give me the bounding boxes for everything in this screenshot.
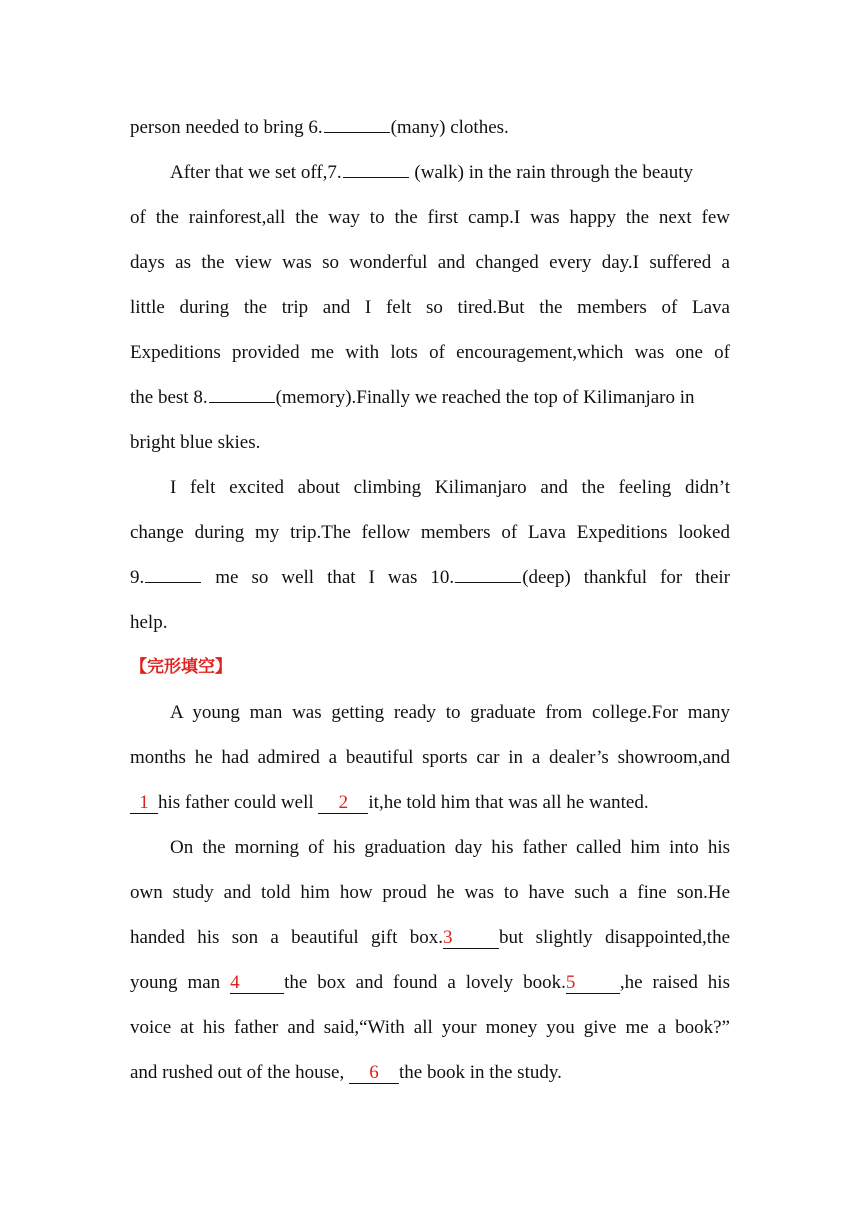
text-line: change during my trip.The fellow members of Lava Expeditions looked	[130, 522, 730, 543]
text: me so well that I was 10.	[202, 567, 455, 588]
text: the book in the study.	[398, 1062, 562, 1083]
blank-number-2: 2	[318, 793, 368, 814]
blank-number-5: 5	[566, 973, 620, 994]
text: (many) clothes.	[390, 117, 509, 138]
blank-number-3: 3	[443, 928, 499, 949]
text: (walk) in the rain through the beauty	[409, 162, 693, 183]
answer-blank-6	[324, 113, 390, 133]
answer-blank-8	[209, 383, 275, 403]
document-page	[130, 105, 730, 1095]
text-line	[130, 555, 730, 600]
text-line: own study and told him how proud he was to have such a fine son.He	[130, 882, 730, 903]
blank-number-4: 4	[230, 973, 284, 994]
text-line	[130, 1050, 730, 1095]
text: but slightly disappointed,the	[499, 927, 730, 948]
text: and rushed out of the house,	[130, 1062, 349, 1083]
text-line	[130, 375, 730, 420]
text: the best 8.	[130, 387, 208, 408]
text: (deep) thankful for their	[522, 567, 730, 588]
answer-blank-7	[343, 158, 409, 178]
text-line: help.	[130, 612, 168, 633]
text-line: On the morning of his graduation day his father called him into his	[170, 837, 730, 858]
text-line: little during the trip and I felt so tired.But the members of Lava	[130, 297, 730, 318]
text-line: voice at his father and said,“With all your money you give me a book?”	[130, 1017, 730, 1038]
text-line: months he had admired a beautiful sports car in a dealer’s showroom,and	[130, 747, 730, 768]
text-line	[130, 915, 730, 960]
text: (memory).Finally we reached the top of Kilimanjaro in	[275, 387, 695, 408]
text-line	[130, 780, 730, 825]
text-line: bright blue skies.	[130, 432, 261, 453]
text: his father could well	[158, 792, 319, 813]
text-line	[130, 150, 730, 195]
text: 9.	[130, 567, 145, 588]
text-line: of the rainforest,all the way to the first camp.I was happy the next few	[130, 207, 730, 228]
text-line: Expeditions provided me with lots of encouragement,which was one of	[130, 342, 730, 363]
text: it,he told him that was all he wanted.	[368, 792, 649, 813]
answer-blank-9	[145, 563, 201, 583]
text-line	[130, 960, 730, 1005]
blank-number-6: 6	[349, 1063, 399, 1084]
section-heading: 【完形填空】	[130, 657, 232, 677]
text-line	[130, 105, 730, 150]
text: ,he raised his	[619, 972, 730, 993]
text: After that we set off,7.	[170, 162, 342, 183]
blank-number-1: 1	[130, 793, 158, 814]
text-line: I felt excited about climbing Kilimanjaro and the feeling didn’t	[170, 477, 730, 498]
answer-blank-10	[455, 563, 521, 583]
text-line: A young man was getting ready to graduate from college.For many	[170, 702, 730, 723]
text: person needed to bring 6.	[130, 117, 323, 138]
text: the box and found a lovely book.	[284, 972, 566, 993]
text: handed his son a beautiful gift box.	[130, 927, 443, 948]
text-line: days as the view was so wonderful and changed every day.I suffered a	[130, 252, 730, 273]
text: young man	[130, 972, 231, 993]
